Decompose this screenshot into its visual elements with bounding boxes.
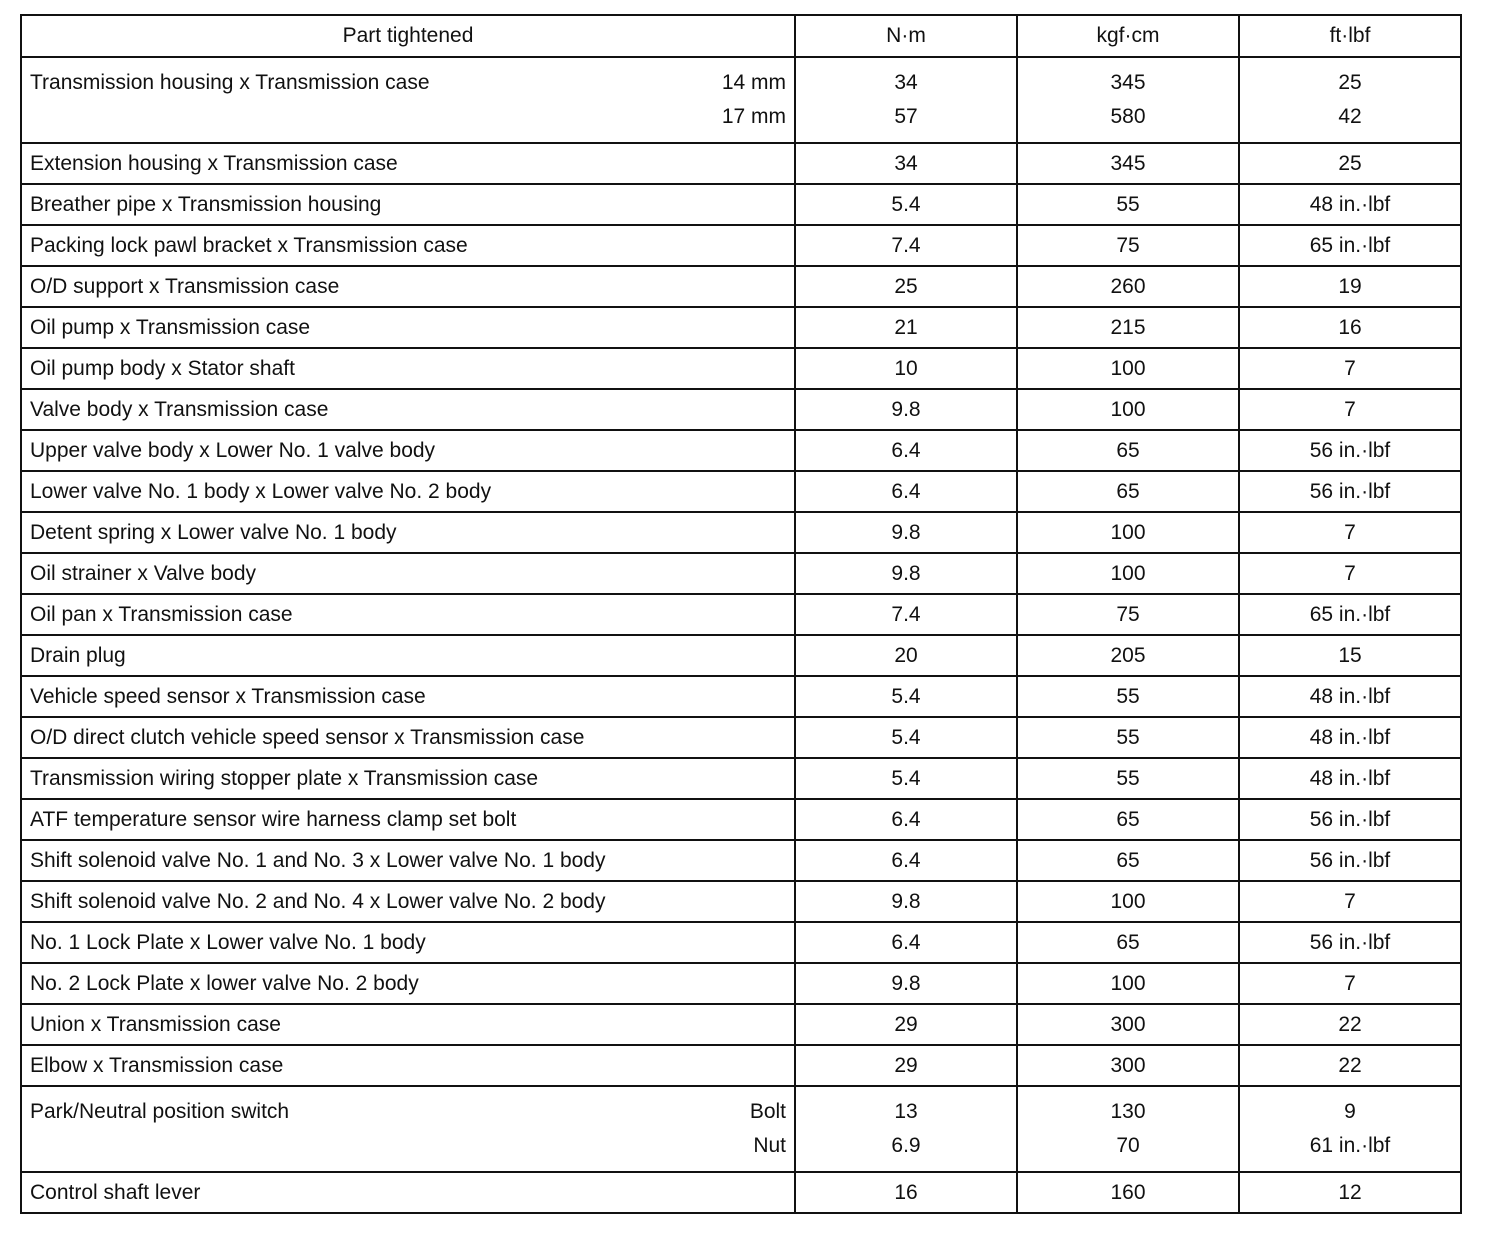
kgf-cm-value: 65 [1017, 799, 1239, 840]
kgf-cm-value: 205 [1017, 635, 1239, 676]
nm-value: 9.8 [795, 881, 1017, 922]
ft-lbf-value: 56 in.·lbf [1239, 840, 1461, 881]
ft-lbf-value: 56 in.·lbf [1239, 922, 1461, 963]
ft-lbf-value: 7 [1239, 963, 1461, 1004]
part-name: Oil pan x Transmission case [21, 594, 795, 635]
kgf-cm-value: 100 [1017, 963, 1239, 1004]
ft-lbf-value: 25 [1239, 143, 1461, 184]
kgf-cm-value: 215 [1017, 307, 1239, 348]
kgf-cm-value: 300 [1017, 1004, 1239, 1045]
nm-value: 34 [894, 71, 918, 94]
nm-value: 6.4 [795, 922, 1017, 963]
kgf-cm-value: 345 [1110, 71, 1146, 94]
sub-label: Nut [753, 1134, 786, 1157]
part-name: O/D direct clutch vehicle speed sensor x Transmission case [21, 717, 795, 758]
part-name: Lower valve No. 1 body x Lower valve No. 2 body [21, 471, 795, 512]
ft-lbf-value: 48 in.·lbf [1239, 676, 1461, 717]
ft-lbf-value: 61 in.·lbf [1309, 1134, 1391, 1157]
sub-label: Bolt [749, 1100, 786, 1123]
table-row [21, 881, 1461, 922]
kgf-cm-value: 100 [1017, 389, 1239, 430]
nm-value: 16 [795, 1172, 1017, 1213]
header-part-tightened: Part tightened [21, 15, 795, 57]
part-name: Detent spring x Lower valve No. 1 body [21, 512, 795, 553]
table-row [21, 1172, 1461, 1213]
ft-lbf-value: 56 in.·lbf [1239, 430, 1461, 471]
ft-lbf-value: 15 [1239, 635, 1461, 676]
kgf-cm-value: 55 [1017, 717, 1239, 758]
table-row [21, 799, 1461, 840]
table-row [21, 471, 1461, 512]
ft-lbf-value-cell [1239, 57, 1461, 143]
ft-lbf-value-cell [1239, 1086, 1461, 1172]
nm-value: 20 [795, 635, 1017, 676]
ft-lbf-value: 7 [1239, 389, 1461, 430]
nm-value: 9.8 [795, 512, 1017, 553]
ft-lbf-value: 48 in.·lbf [1239, 717, 1461, 758]
ft-lbf-value: 19 [1239, 266, 1461, 307]
part-name: Union x Transmission case [21, 1004, 795, 1045]
ft-lbf-value: 48 in.·lbf [1239, 758, 1461, 799]
table-row [21, 1045, 1461, 1086]
part-name: Control shaft lever [21, 1172, 795, 1213]
nm-value: 5.4 [795, 717, 1017, 758]
table-row [21, 553, 1461, 594]
part-name: Transmission housing x Transmission case [30, 71, 430, 94]
kgf-cm-value: 130 [1110, 1100, 1146, 1123]
nm-value: 6.4 [795, 430, 1017, 471]
nm-value: 6.4 [795, 840, 1017, 881]
nm-value: 34 [795, 143, 1017, 184]
table-body [21, 57, 1461, 1213]
header-nm: N·m [795, 15, 1017, 57]
kgf-cm-value: 160 [1017, 1172, 1239, 1213]
ft-lbf-value: 7 [1239, 348, 1461, 389]
header-ft-lbf: ft·lbf [1239, 15, 1461, 57]
kgf-cm-value: 70 [1116, 1134, 1140, 1157]
part-name: Park/Neutral position switch [30, 1100, 290, 1123]
table-row [21, 963, 1461, 1004]
part-name: Elbow x Transmission case [21, 1045, 795, 1086]
ft-lbf-value: 7 [1239, 553, 1461, 594]
nm-value: 13 [894, 1100, 918, 1123]
kgf-cm-value: 260 [1017, 266, 1239, 307]
nm-value-cell [795, 1086, 1017, 1172]
part-name: Upper valve body x Lower No. 1 valve body [21, 430, 795, 471]
nm-value: 6.9 [891, 1134, 921, 1157]
ft-lbf-value: 25 [1338, 71, 1362, 94]
ft-lbf-value: 56 in.·lbf [1239, 799, 1461, 840]
part-name: Shift solenoid valve No. 2 and No. 4 x Lower valve No. 2 body [21, 881, 795, 922]
part-name: Shift solenoid valve No. 1 and No. 3 x Lower valve No. 1 body [21, 840, 795, 881]
header-kgf-cm: kgf·cm [1017, 15, 1239, 57]
ft-lbf-value: 12 [1239, 1172, 1461, 1213]
table-row [21, 840, 1461, 881]
table-row [21, 717, 1461, 758]
kgf-cm-value: 65 [1017, 922, 1239, 963]
nm-value: 7.4 [795, 594, 1017, 635]
kgf-cm-value: 65 [1017, 840, 1239, 881]
table-row [21, 430, 1461, 471]
table-row [21, 57, 1461, 143]
nm-value: 7.4 [795, 225, 1017, 266]
part-name: Breather pipe x Transmission housing [21, 184, 795, 225]
kgf-cm-value-cell [1017, 57, 1239, 143]
table-row [21, 389, 1461, 430]
nm-value: 25 [795, 266, 1017, 307]
kgf-cm-value: 65 [1017, 430, 1239, 471]
part-name: Extension housing x Transmission case [21, 143, 795, 184]
ft-lbf-value: 42 [1338, 105, 1362, 128]
nm-value: 57 [894, 105, 918, 128]
kgf-cm-value: 580 [1110, 105, 1146, 128]
torque-spec-table [20, 14, 1462, 1214]
ft-lbf-value: 7 [1239, 512, 1461, 553]
sub-label: 17 mm [721, 105, 786, 128]
table-row [21, 512, 1461, 553]
table-row [21, 348, 1461, 389]
ft-lbf-value: 9 [1344, 1100, 1356, 1123]
kgf-cm-value: 75 [1017, 225, 1239, 266]
kgf-cm-value: 55 [1017, 676, 1239, 717]
ft-lbf-value: 16 [1239, 307, 1461, 348]
nm-value: 29 [795, 1004, 1017, 1045]
part-name: Drain plug [21, 635, 795, 676]
kgf-cm-value: 300 [1017, 1045, 1239, 1086]
nm-value: 9.8 [795, 553, 1017, 594]
kgf-cm-value: 100 [1017, 881, 1239, 922]
table-row [21, 225, 1461, 266]
table-row [21, 184, 1461, 225]
table-row [21, 1004, 1461, 1045]
nm-value-cell [795, 57, 1017, 143]
kgf-cm-value: 65 [1017, 471, 1239, 512]
table-row [21, 143, 1461, 184]
kgf-cm-value-cell [1017, 1086, 1239, 1172]
ft-lbf-value: 22 [1239, 1004, 1461, 1045]
part-name: Transmission wiring stopper plate x Transmission case [21, 758, 795, 799]
part-name: Oil pump body x Stator shaft [21, 348, 795, 389]
table-row [21, 1086, 1461, 1172]
nm-value: 5.4 [795, 184, 1017, 225]
ft-lbf-value: 56 in.·lbf [1239, 471, 1461, 512]
part-name: No. 2 Lock Plate x lower valve No. 2 body [21, 963, 795, 1004]
part-name: Vehicle speed sensor x Transmission case [21, 676, 795, 717]
nm-value: 6.4 [795, 799, 1017, 840]
kgf-cm-value: 55 [1017, 184, 1239, 225]
kgf-cm-value: 75 [1017, 594, 1239, 635]
table-row [21, 635, 1461, 676]
table-row [21, 594, 1461, 635]
header-row [21, 15, 1461, 57]
table-row [21, 307, 1461, 348]
ft-lbf-value: 48 in.·lbf [1239, 184, 1461, 225]
nm-value: 5.4 [795, 676, 1017, 717]
part-name: Oil strainer x Valve body [21, 553, 795, 594]
nm-value: 5.4 [795, 758, 1017, 799]
part-name: Valve body x Transmission case [21, 389, 795, 430]
sub-label: 14 mm [721, 71, 786, 94]
nm-value: 21 [795, 307, 1017, 348]
ft-lbf-value: 65 in.·lbf [1239, 594, 1461, 635]
ft-lbf-value: 7 [1239, 881, 1461, 922]
kgf-cm-value: 100 [1017, 348, 1239, 389]
kgf-cm-value: 55 [1017, 758, 1239, 799]
table-row [21, 758, 1461, 799]
part-name: No. 1 Lock Plate x Lower valve No. 1 body [21, 922, 795, 963]
nm-value: 9.8 [795, 963, 1017, 1004]
part-name: O/D support x Transmission case [21, 266, 795, 307]
ft-lbf-value: 65 in.·lbf [1239, 225, 1461, 266]
part-name: Packing lock pawl bracket x Transmission case [21, 225, 795, 266]
ft-lbf-value: 22 [1239, 1045, 1461, 1086]
nm-value: 6.4 [795, 471, 1017, 512]
kgf-cm-value: 345 [1017, 143, 1239, 184]
part-cell [21, 57, 795, 143]
nm-value: 9.8 [795, 389, 1017, 430]
part-cell [21, 1086, 795, 1172]
table-row [21, 266, 1461, 307]
table-row [21, 922, 1461, 963]
kgf-cm-value: 100 [1017, 512, 1239, 553]
nm-value: 29 [795, 1045, 1017, 1086]
part-name: ATF temperature sensor wire harness clamp set bolt [21, 799, 795, 840]
table-row [21, 676, 1461, 717]
nm-value: 10 [795, 348, 1017, 389]
kgf-cm-value: 100 [1017, 553, 1239, 594]
part-name: Oil pump x Transmission case [21, 307, 795, 348]
